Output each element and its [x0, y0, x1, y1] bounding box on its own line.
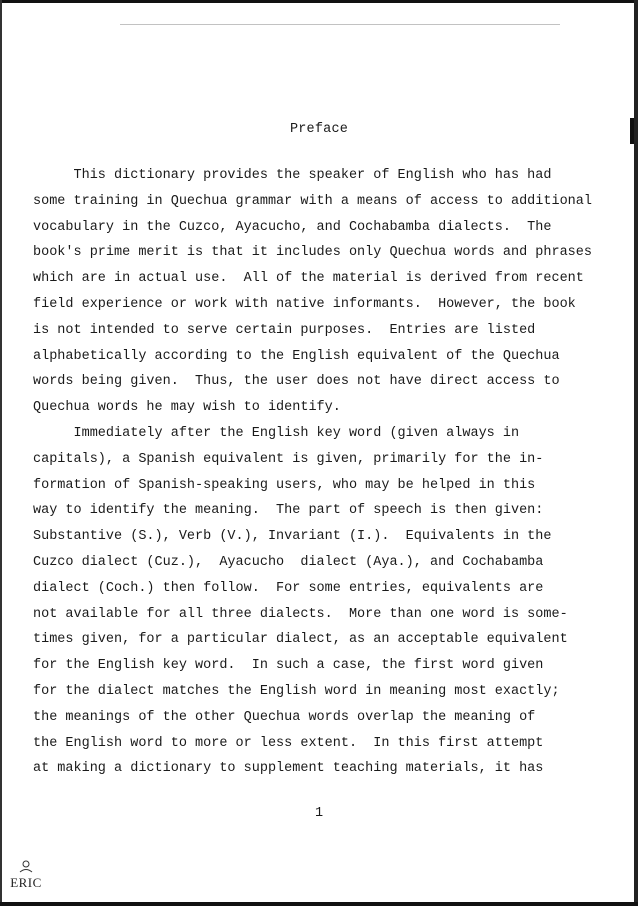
text-line: vocabulary in the Cuzco, Ayacucho, and Cochabamba dialects. The: [33, 219, 552, 235]
page-number: 1: [314, 806, 324, 821]
text-line: dialect (Coch.) then follow. For some entries, equivalents are: [33, 580, 544, 596]
text-line: way to identify the meaning. The part of speech is then given:: [33, 503, 544, 519]
text-line: alphabetically according to the English equivalent of the Quechua: [33, 348, 560, 364]
text-line: This dictionary provides the speaker of English who has had: [33, 168, 552, 183]
text-line: book's prime merit is that it includes only Quechua words and phrases: [33, 245, 592, 261]
page-title: Preface: [289, 122, 349, 137]
text-line: the meanings of the other Quechua words overlap the meaning of: [33, 709, 536, 725]
scan-artifact-streak: [120, 24, 560, 25]
text-line: which are in actual use. All of the material is derived from recent: [33, 271, 584, 287]
text-line: field experience or work with native informants. However, the book: [33, 296, 576, 312]
text-line: formation of Spanish-speaking users, who may be helped in this: [33, 477, 536, 493]
text-line: words being given. Thus, the user does not have direct access to: [33, 374, 560, 390]
text-line: capitals), a Spanish equivalent is given, primarily for the in-: [33, 451, 544, 467]
text-line: is not intended to serve certain purposes. Entries are listed: [33, 322, 536, 338]
text-line: not available for all three dialects. More than one word is some-: [33, 606, 568, 622]
text-line: times given, for a particular dialect, as an acceptable equivalent: [33, 632, 568, 648]
preface-body: [33, 163, 593, 782]
scan-bottom-border: [0, 902, 638, 906]
text-line: Cuzco dialect (Cuz.), Ayacucho dialect (Aya.), and Cochabamba: [33, 554, 544, 570]
text-line: Immediately after the English key word (given always in: [33, 425, 520, 441]
text-line: some training in Quechua grammar with a means of access to additional: [33, 193, 592, 209]
text-line: for the dialect matches the English word in meaning most exactly;: [33, 683, 560, 699]
text-line: the English word to more or less extent. In this first attempt: [33, 735, 544, 751]
text-line: Substantive (S.), Verb (V.), Invariant (I.). Equivalents in the: [33, 529, 552, 545]
text-line: at making a dictionary to supplement teaching materials, it has: [33, 761, 544, 777]
eric-logo-text: ERIC: [10, 875, 42, 890]
text-line: for the English key word. In such a case, the first word given: [33, 658, 544, 674]
text-line: Quechua words he may wish to identify.: [33, 400, 341, 416]
scan-top-border: [0, 0, 638, 3]
